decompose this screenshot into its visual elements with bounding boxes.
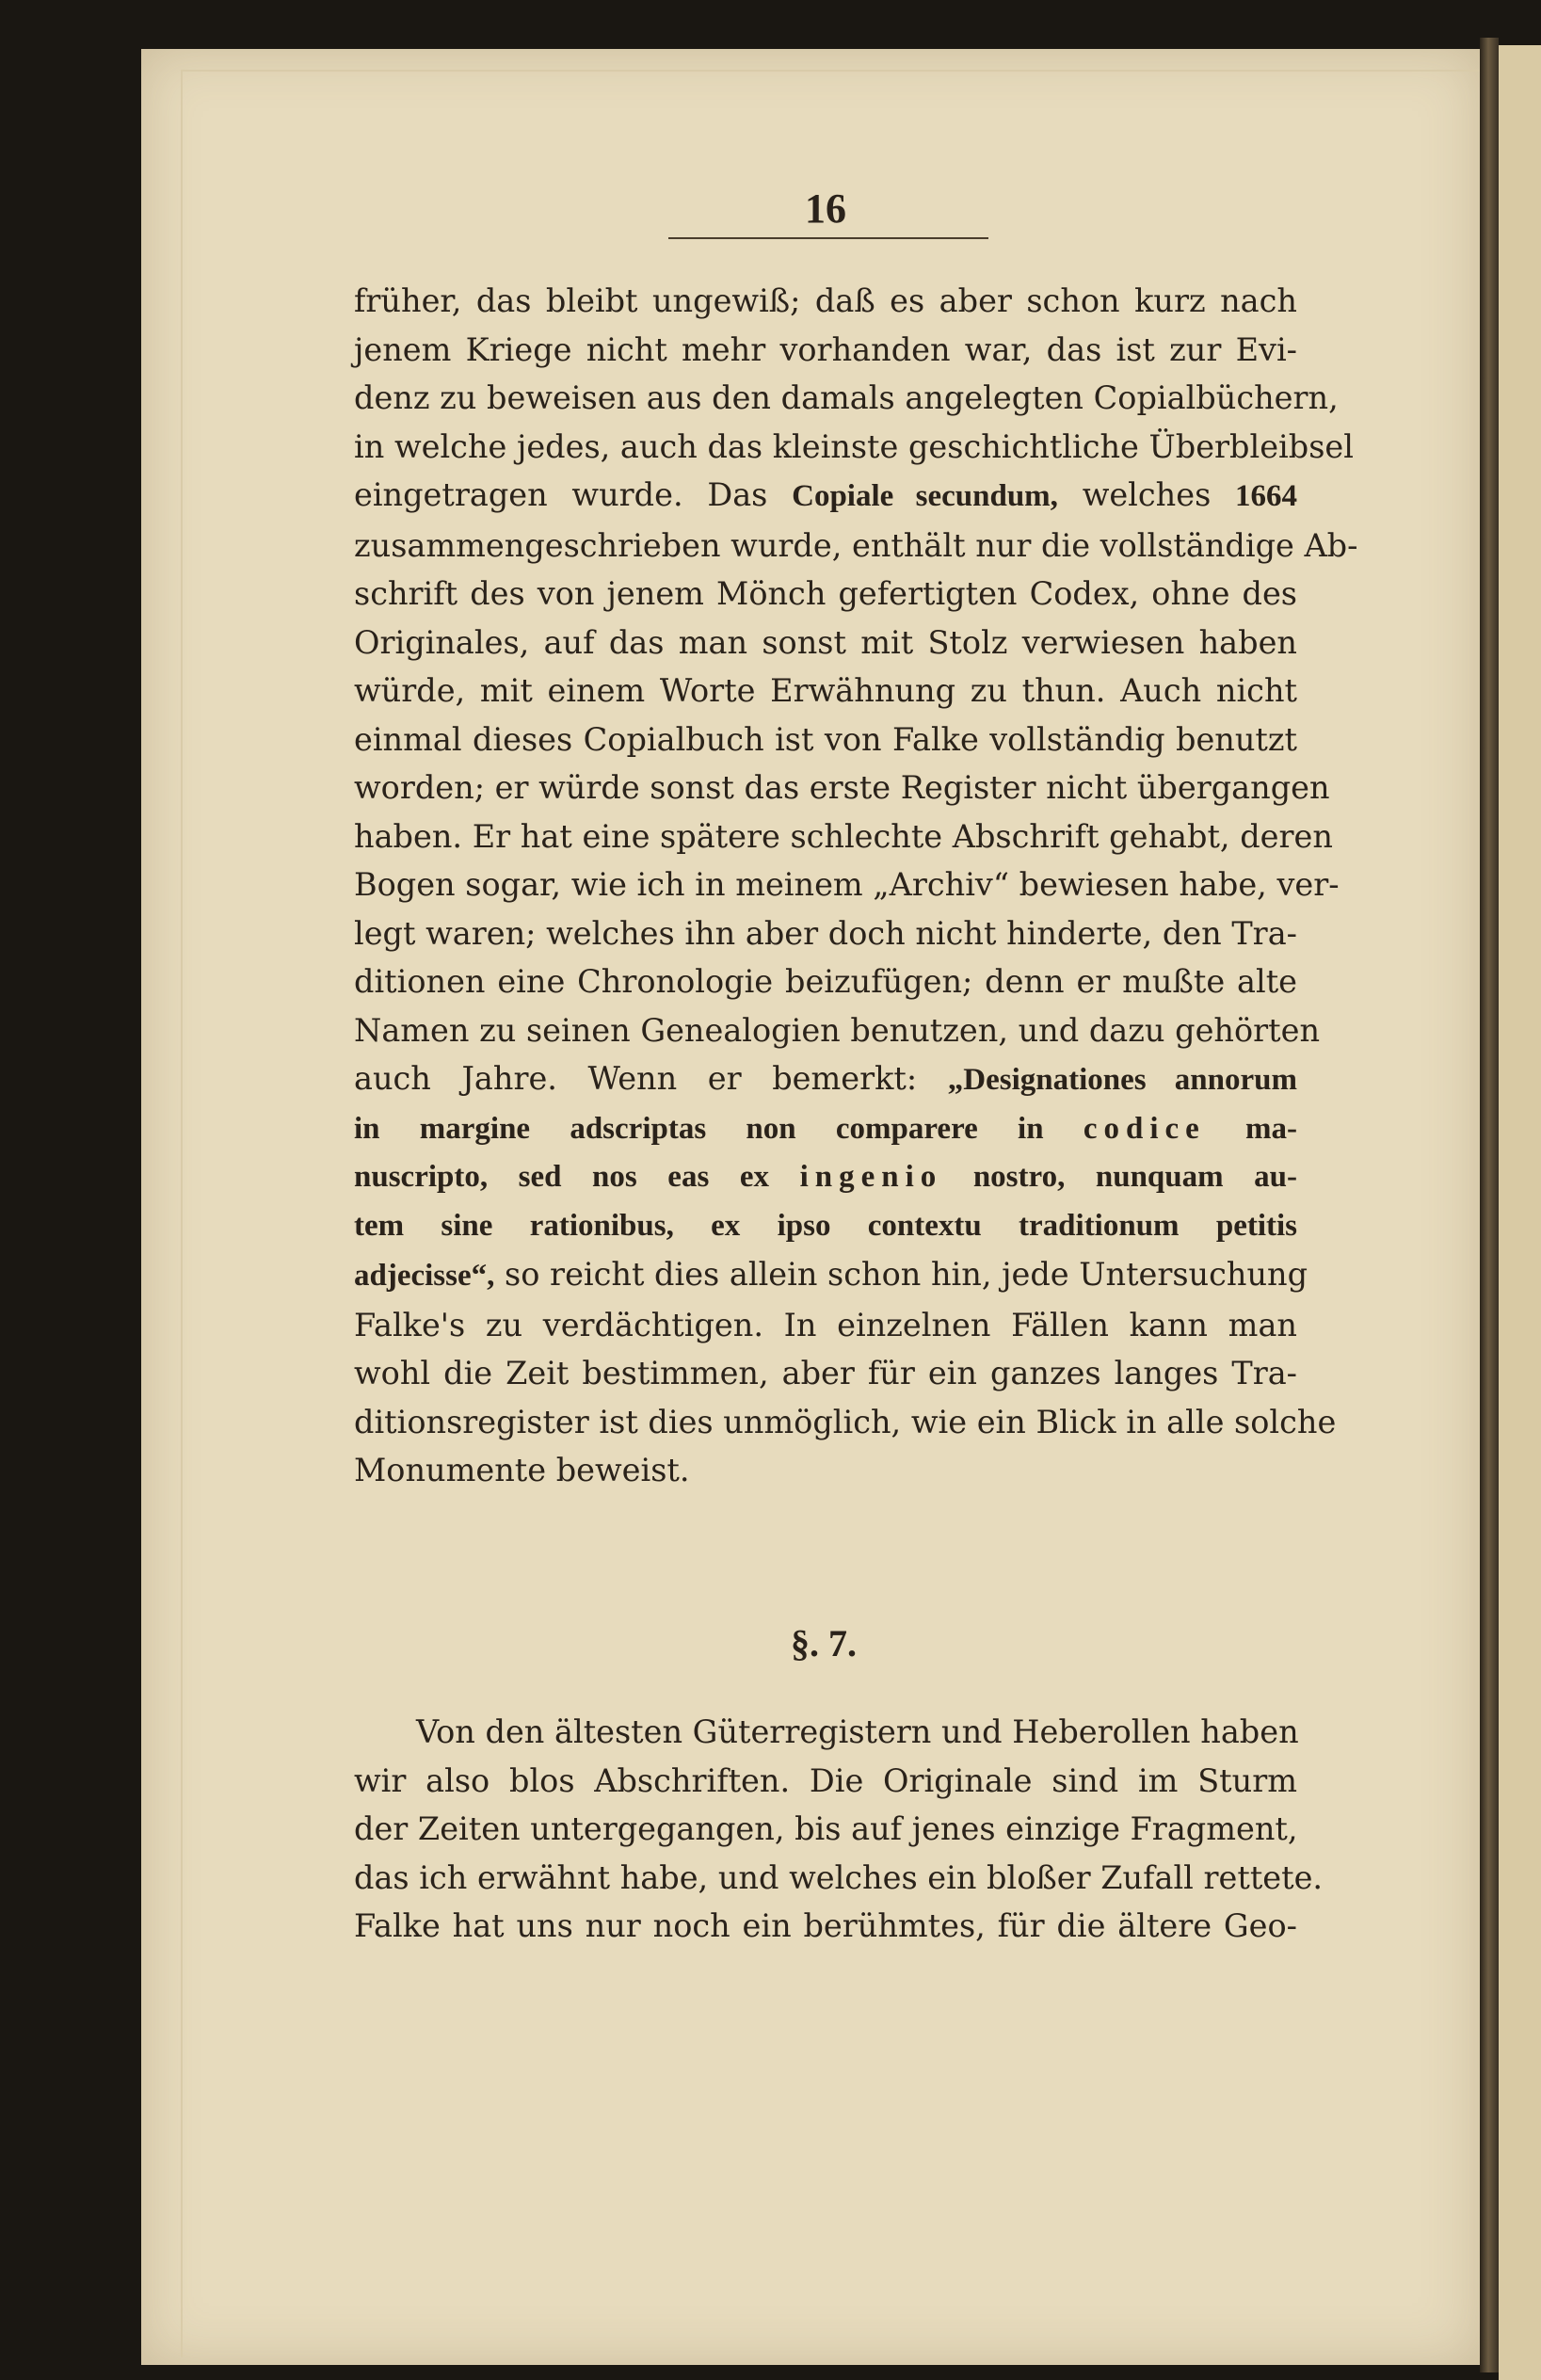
latin-line: tem sine rationibus, ex ipso contextu traditionum petitis	[354, 1208, 1297, 1243]
text-line	[354, 1250, 1308, 1301]
text-line: würde, mit einem Worte Erwähnung zu thun. Auch nicht	[354, 672, 1297, 709]
text-line: das ich erwähnt habe, und welches ein bloßer Zufall rettete.	[354, 1858, 1324, 1896]
text-line: ditionen eine Chronologie beizufügen; denn er mußte alte	[354, 963, 1297, 1000]
text-line: Originales, auf das man sonst mit Stolz verwiesen haben	[354, 623, 1297, 661]
book-gutter	[1480, 38, 1499, 2372]
text-line: jenem Kriege nicht mehr vorhanden war, das ist zur Evi-	[354, 330, 1297, 368]
text-line: wohl die Zeit bestimmen, aber für ein ganzes langes Tra-	[354, 1355, 1297, 1391]
text-line: Monumente beweist.	[354, 1452, 690, 1488]
text-line: Namen zu seinen Genealogien benutzen, und dazu gehörten	[354, 1011, 1321, 1049]
text-line: worden; er würde sonst das erste Register nicht übergangen	[354, 769, 1330, 806]
year-number: 1664	[1235, 479, 1298, 513]
text-segment: welches	[1082, 476, 1212, 513]
text-line: der Zeiten untergegangen, bis auf jenes einzige Fragment,	[354, 1810, 1298, 1847]
page-number: 16	[805, 185, 846, 232]
text-line	[354, 1054, 1297, 1105]
body-paragraph	[354, 277, 1358, 1495]
latin-line	[354, 1105, 1297, 1154]
text-line: in welche jedes, auch das kleinste geschichtliche Überbleibsel	[354, 427, 1354, 465]
latin-spaced-term: ingenio	[799, 1160, 943, 1194]
text-line: denz zu beweisen aus den damals angelegten Copialbüchern,	[354, 379, 1339, 416]
latin-segment: nostro, nunquam au-	[972, 1160, 1298, 1194]
text-line: Falke's zu verdächtigen. In einzelnen Fällen kann man	[354, 1306, 1297, 1343]
text-segment: so reicht dies allein schon hin, jede Untersuchung	[505, 1256, 1308, 1293]
text-line: wir also blos Abschriften. Die Originale sind im Sturm	[354, 1761, 1297, 1799]
latin-quote: „Designationes annorum	[947, 1063, 1297, 1097]
latin-segment: adjecisse“,	[354, 1259, 495, 1293]
latin-segment: ma-	[1245, 1111, 1298, 1146]
text-line: Von den ältesten Güterregistern und Heberollen haben	[416, 1713, 1299, 1750]
text-line: zusammengeschrieben wurde, enthält nur die vollständige Ab-	[354, 526, 1358, 564]
latin-spaced-term: codice	[1083, 1111, 1206, 1146]
text-line: einmal dieses Copialbuch ist von Falke vollständig benutzt	[354, 720, 1297, 758]
latin-term: Copiale secundum,	[792, 479, 1058, 513]
next-page-edge	[1499, 45, 1541, 2380]
latin-segment: nuscripto, sed nos eas ex	[354, 1160, 769, 1194]
text-line: haben. Er hat eine spätere schlechte Abschrift gehabt, deren	[354, 817, 1333, 855]
section-heading: §. 7.	[791, 1622, 857, 1664]
text-line: legt waren; welches ihn aber doch nicht hinderte, den Tra-	[354, 914, 1297, 952]
text-segment: auch Jahre. Wenn er bemerkt:	[354, 1060, 918, 1097]
text-line: Bogen sogar, wie ich in meinem „Archiv“ bewiesen habe, ver-	[354, 866, 1340, 903]
text-line: früher, das bleibt ungewiß; daß es aber schon kurz nach	[354, 282, 1297, 319]
text-line: ditionsregister ist dies unmöglich, wie ein Blick in alle solche	[354, 1403, 1337, 1440]
latin-segment: in margine adscriptas non comparere in	[354, 1111, 1044, 1146]
latin-line	[354, 1153, 1297, 1202]
text-line: schrift des von jenem Mönch gefertigten Codex, ohne des	[354, 575, 1297, 612]
text-segment: eingetragen wurde. Das	[354, 476, 768, 513]
text-line: Falke hat uns nur noch ein berühmtes, für die ältere Geo-	[354, 1907, 1297, 1944]
text-line	[354, 471, 1297, 522]
section-paragraph	[354, 1708, 1324, 1951]
header-rule	[668, 237, 988, 239]
